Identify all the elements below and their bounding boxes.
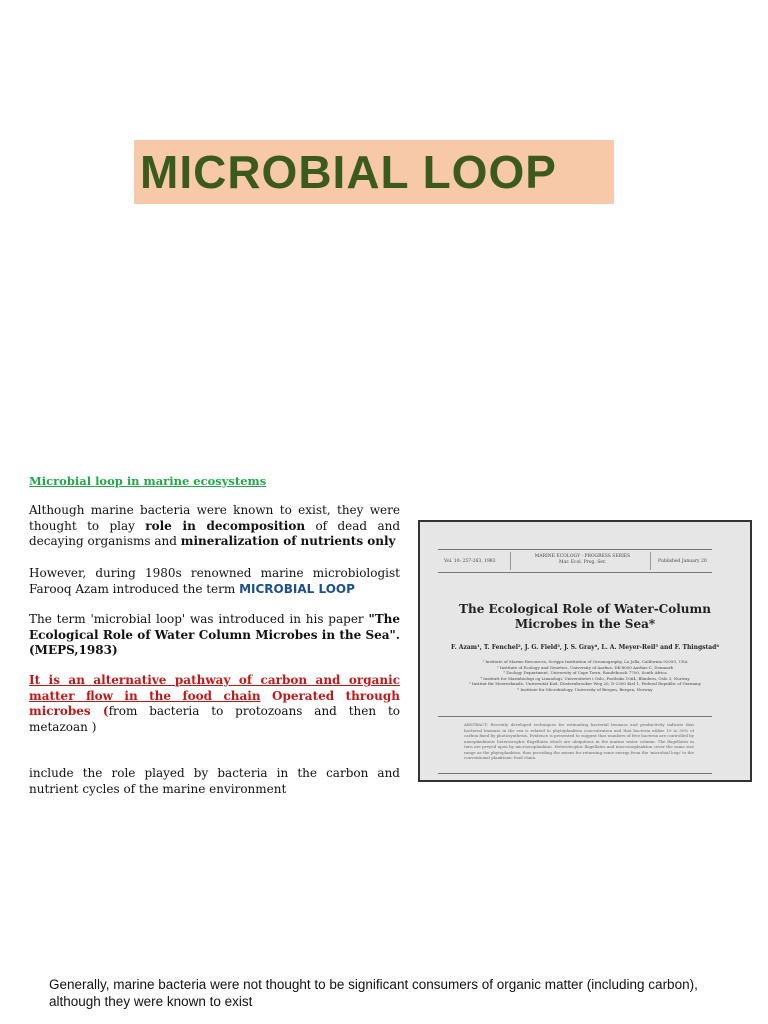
paper-affiliation: ⁵ Institut für Meereskunde, Universität Kiel, Düsternbrooker Weg 20, D-2300 Kiel 1, Federal Republic of Germany (469, 681, 701, 686)
p3-paper-title: "The Ecological Role of Water Column Microbes in the Sea". (MEPS,1983) (29, 612, 400, 658)
paper-title: The Ecological Role of Water-Column Microbes in the Sea* (459, 602, 711, 631)
paper-affiliation: ² Institute of Ecology and Genetics, University of Aarhus, DK-8000 Aarhus-C, Denmark (497, 664, 673, 670)
paper-separator (650, 552, 651, 570)
p1-bold-b: role in decomposition (145, 518, 306, 533)
p4-text-c: from bacteria to protozoans and then to metazoan ) (29, 704, 400, 734)
paper-abstract: ABSTRACT: Recently developed techniques for estimating bacterial biomass and productivity indicate that bacterial biomass in the sea is related to phytoplankton concentration and that bacteria utilize 10 to 50% of carbon fixed by photosynthesis. Evidence is presented to suggest that numbers of free bacteria are controlled by nanoplanktonic heterotrophic flagellates which are ubiquitous in the marine water column. The flagellates in turn are preyed upon by microzooplankton. Heterotrophic flagellates and microzooplankton cover the same size range as the phytoplankton, thus providing the means for returning some energy from the 'microbial loop' to the conventional planktonic food chain. (464, 722, 694, 760)
paper-volume: Vol. 10: 257-263, 1983 (444, 559, 496, 564)
p4-red: Operated through microbes ( (29, 688, 400, 719)
p1-text-c: of dead and decaying organisms and (29, 518, 401, 549)
paragraph-4 (29, 673, 400, 735)
p1-bold-d: mineralization of nutrients only (180, 534, 396, 549)
section-heading: Microbial loop in marine ecosystems (29, 474, 267, 488)
paper-affiliation: ⁶ Institute for Microbiology, University of Bergen, Bergen, Norway (517, 686, 653, 692)
paper-journal-line1: MARINE ECOLOGY - PROGRESS SERIES (534, 554, 631, 559)
paper-journal (520, 554, 645, 566)
paragraph-2 (29, 566, 400, 597)
p2-text-a: However, during 1980s renowned marine microbiologist Farooq Azam introduced the term (29, 566, 400, 596)
page-title: MICROBIAL LOOP (140, 146, 557, 198)
paragraph-5: include the role played by bacteria in the carbon and nutrient cycles of the marine environment (29, 766, 400, 796)
paragraph-1 (29, 503, 400, 550)
paper-journal-line2: Mar. Ecol. Prog. Ser. (558, 560, 607, 565)
paper-rule-abstract-top (438, 716, 712, 717)
paper-rule-top (438, 549, 712, 550)
title-banner (134, 140, 614, 204)
p1-text-a: Although marine bacteria were known to exist, they were thought to play (29, 503, 400, 533)
paper-published: Published January 20 (658, 559, 707, 564)
paper-image (418, 520, 752, 782)
p4-underlined: It is an alternative pathway of carbon and organic matter flow in the food chain (29, 673, 400, 703)
paper-authors: F. Azam¹, T. Fenchel², J. G. Field³, J. S. Gray⁴, L. A. Meyer-Reil⁵ and F. Thingstad⁶ (450, 644, 720, 651)
paper-rule-header (438, 572, 712, 573)
paper-separator (510, 552, 511, 570)
paper-affiliations (450, 659, 720, 692)
paper-affiliation: ³ Zoology Department, University of Cape Town, Rondebosch 7700, South Africa (503, 670, 667, 675)
paragraph-3 (29, 612, 400, 659)
p3-text-a: The term 'microbial loop' was introduced in his paper (29, 612, 369, 626)
footer-text: Generally, marine bacteria were not thought to be significant consumers of organic matter (including carbon), although they were known to exist (49, 977, 698, 1009)
paper-affiliation: ⁴ Institutt for Marinbiologi og Limnologi, Universitetet i Oslo, Postboks 1064, Blindern, Oslo 3, Norway (480, 675, 690, 681)
p2-highlight: MICROBIAL LOOP (239, 581, 355, 596)
paper-affiliation: ¹ Institute of Marine Resources, Scripps Institution of Oceanography, La Jolla, California 92093, USA (482, 659, 688, 664)
paper-rule-abstract-bottom (438, 773, 712, 774)
